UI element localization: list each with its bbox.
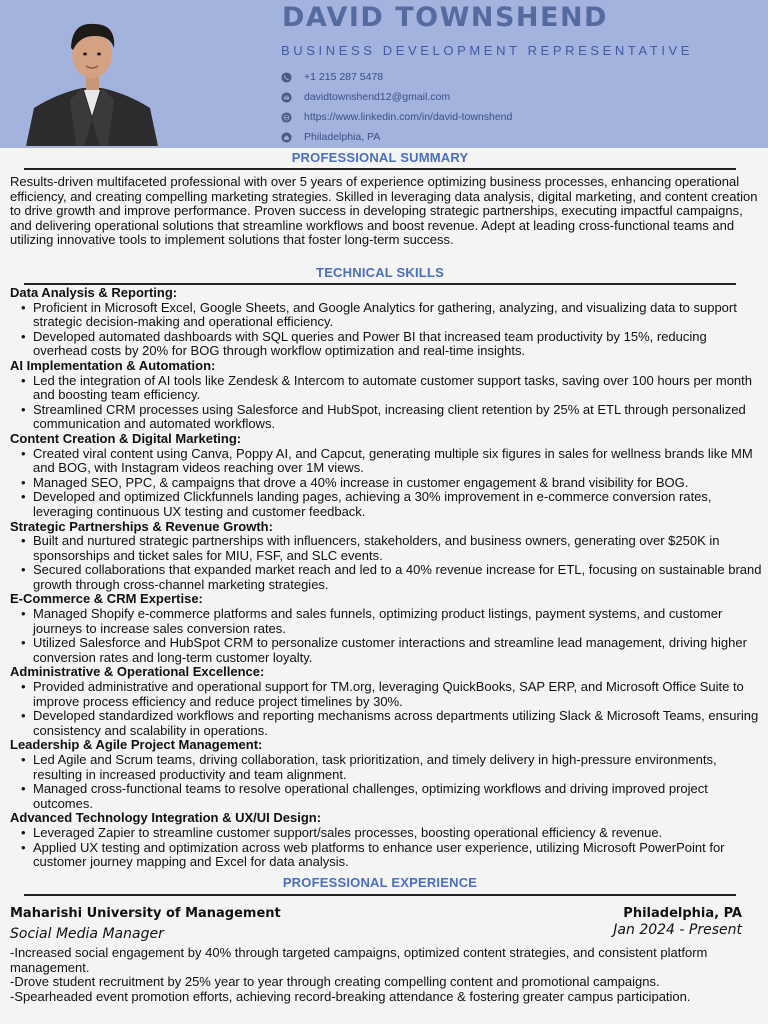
skill-category-title: E-Commerce & CRM Expertise: — [10, 591, 203, 607]
skill-category — [10, 665, 762, 738]
skills-list — [10, 286, 762, 870]
skill-category — [10, 738, 762, 811]
skill-item: • Secured collaborations that expanded market reach and led to a 40% revenue increase for ETL, focusing on sustainable brand growth through cross-channel marketing strategies. — [33, 563, 762, 592]
skill-category-title: Content Creation & Digital Marketing: — [10, 430, 242, 446]
skill-item: • Built and nurtured strategic partnerships with influencers, stakeholders, and business owners, generating over $250K in sponsorships and ticket sales for MIU, FSF, and SLC events. — [33, 534, 762, 563]
web-icon — [281, 112, 292, 123]
phone-icon — [281, 72, 292, 83]
email-text: davidtownshend12@gmail.com — [304, 91, 451, 103]
skill-category-title: Advanced Technology Integration & UX/UI Design: — [10, 810, 322, 826]
skill-item: • Provided administrative and operational support for TM.org, leveraging QuickBooks, SAP ERP, and Microsoft Office Suite to improve process efficiency and reduce project timelines by 30%. — [33, 680, 762, 709]
job-bullet: -Drove student recruitment by 25% year to year through creating compelling content and promotional campaigns. — [10, 974, 660, 990]
summary-divider — [24, 168, 736, 170]
profile-photo — [26, 16, 158, 146]
skill-category — [10, 432, 762, 520]
skill-category — [10, 592, 762, 665]
skills-heading: TECHNICAL SKILLS — [316, 265, 444, 280]
skill-item: • Developed standardized workflows and reporting mechanisms across departments utilizing Slack & Microsoft Teams, ensuring consistency and scalability in operations. — [33, 709, 762, 738]
skill-category-title: Strategic Partnerships & Revenue Growth: — [10, 518, 273, 534]
job-dates: Jan 2024 - Present — [613, 922, 742, 938]
summary-text: Results-driven multifaceted professional with over 5 years of experience optimizing business processes, enhancing operational efficiency, and creating compelling marketing strategies. Skilled in leveraging data analysis, digital marketing, and content creation to drive growth and improve performance. Proven success in developing strategic partnerships, executing impactful campaigns, and delivering operational solutions that streamline workflows and boost revenue. Adept at leading cross-functional teams and utilizing innovative tools to implement solutions that foster long-term success. — [10, 174, 758, 248]
experience-divider — [24, 894, 736, 896]
skill-item: • Streamlined CRM processes using Salesforce and HubSpot, increasing client retention by 25% at ETL through personalized communication and automated workflows. — [33, 403, 762, 432]
skill-item: • Utilized Salesforce and HubSpot CRM to personalize customer interactions and streamline lead management, driving higher conversion rates and long-term customer loyalty. — [33, 636, 762, 665]
website-text: https://www.linkedin.com/in/david-townshend — [304, 111, 513, 123]
skill-item: • Developed automated dashboards with SQL queries and Power BI that increased team productivity by 15%, reducing overhead costs by 20% for BOG through workflow optimization and real-time insights. — [33, 330, 762, 359]
location-text: Philadelphia, PA — [304, 131, 381, 143]
header-banner — [0, 0, 768, 148]
job-bullet: -Increased social engagement by 40% through targeted campaigns, optimized content strategies, and consistent platform management. — [10, 945, 708, 975]
job-bullet: -Spearheaded event promotion efforts, achieving record-breaking attendance & fostering greater campus participation. — [10, 988, 691, 1004]
skill-category — [10, 359, 762, 432]
experience-entry — [10, 906, 762, 1004]
skill-item: • Managed cross-functional teams to resolve operational challenges, optimizing workflows and driving improved project outcomes. — [33, 782, 762, 811]
candidate-title: BUSINESS DEVELOPMENT REPRESENTATIVE — [281, 43, 694, 58]
contact-email[interactable] — [281, 91, 450, 103]
skill-item: • Managed Shopify e-commerce platforms and sales funnels, optimizing product listings, payment systems, and customer journeys to increase sales conversion rates. — [33, 607, 762, 636]
location-icon — [281, 132, 292, 143]
contact-website[interactable] — [281, 111, 512, 123]
skill-item: • Proficient in Microsoft Excel, Google Sheets, and Google Analytics for gathering, analyzing, and visualizing data to support strategic decision-making and operational efficiency. — [33, 301, 762, 330]
contact-location[interactable] — [281, 131, 380, 143]
summary-heading: PROFESSIONAL SUMMARY — [291, 150, 469, 165]
experience-heading: PROFESSIONAL EXPERIENCE — [282, 875, 478, 890]
skill-category — [10, 520, 762, 593]
email-icon — [281, 92, 292, 103]
contact-phone[interactable] — [281, 71, 383, 83]
skill-item: • Created viral content using Canva, Poppy AI, and Capcut, generating multiple six figures in sales for wellness brands like MM and BOG, with Instagram videos reaching over 1M views. — [33, 447, 762, 476]
skill-item: • Leveraged Zapier to streamline customer support/sales processes, boosting operational efficiency & revenue. — [33, 826, 762, 841]
skill-item: • Led Agile and Scrum teams, driving collaboration, task prioritization, and timely delivery in high-pressure environments, resulting in increased productivity and team alignment. — [33, 753, 762, 782]
skill-category-title: Administrative & Operational Excellence: — [10, 664, 265, 680]
candidate-name: DAVID TOWNSHEND — [282, 2, 608, 33]
skill-category — [10, 286, 762, 359]
phone-text: +1 215 287 5478 — [304, 71, 384, 83]
job-role: Social Media Manager — [10, 926, 164, 942]
skill-item: • Applied UX testing and optimization across web platforms to enhance user experience, utilizing Microsoft PowerPoint for customer journey mapping and Excel for data analysis. — [33, 841, 762, 870]
employer-name: Maharishi University of Management — [10, 906, 281, 921]
skill-category-title: Leadership & Agile Project Management: — [10, 737, 263, 753]
skill-item: • Led the integration of AI tools like Zendesk & Intercom to automate customer support tasks, saving over 100 hours per month and boosting team efficiency. — [33, 374, 762, 403]
skill-category — [10, 811, 762, 869]
skill-item: • Developed and optimized Clickfunnels landing pages, achieving a 30% improvement in e-commerce conversion rates, leveraging continuous UX testing and customer feedback. — [33, 490, 762, 519]
job-location: Philadelphia, PA — [623, 906, 742, 921]
skill-item: • Managed SEO, PPC, & campaigns that drove a 40% increase in customer engagement & brand visibility for BOG. — [33, 476, 762, 491]
skill-category-title: AI Implementation & Automation: — [10, 357, 216, 373]
job-bullets — [10, 946, 762, 1004]
skill-category-title: Data Analysis & Reporting: — [10, 285, 178, 300]
